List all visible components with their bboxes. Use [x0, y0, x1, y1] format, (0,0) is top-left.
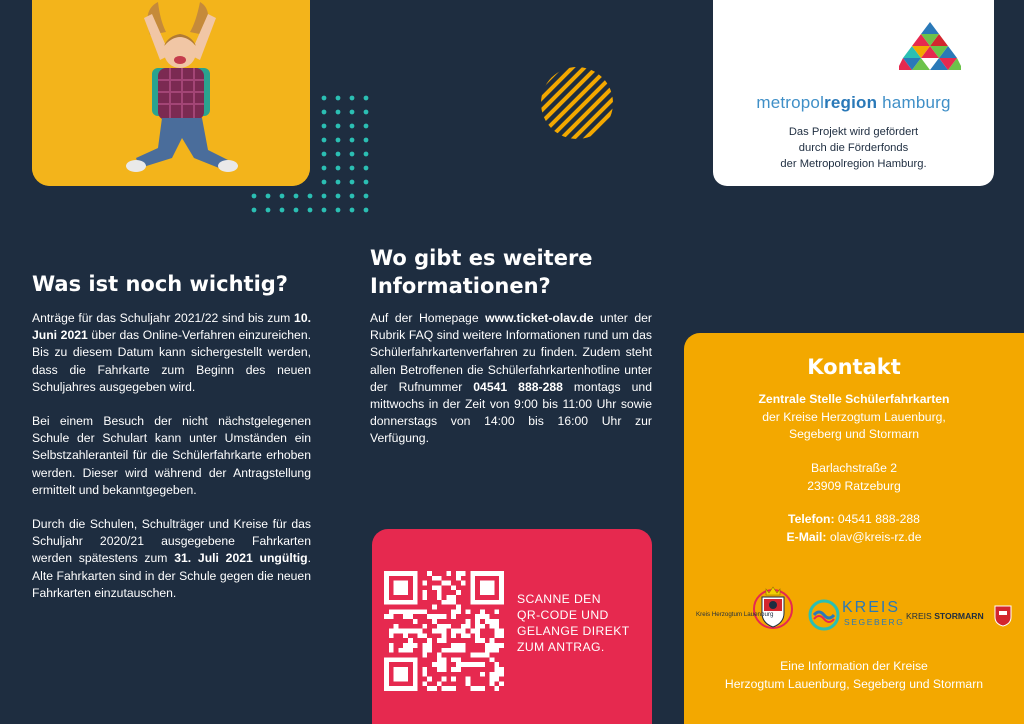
left-column-text — [32, 310, 311, 619]
paragraph-deadline: Anträge für das Schuljahr 2021/22 sind bis zum 10. Juni 2021 über das Online-Verfahren einzureichen. Bis zu diesem Datum kann sichergestellt werden, dass die Fahrkarte zum Beginn des neuen Schuljahres ausgegeben wird. — [32, 311, 311, 394]
homepage-link[interactable]: www.ticket-olav.de — [485, 311, 594, 325]
middle-column-text — [370, 310, 652, 465]
decorative-dot-grid — [248, 92, 378, 222]
paragraph-selbstzahler: Bei einem Besuch der nicht nächstgelegenen Schule der Schulart kann unter Umständen ein Selbstzahleranteil für die Schülerfahrkarte erhoben werden. Dieser wird während der Antragstellung ermittelt und bekanntgegeben. — [32, 414, 311, 497]
logo-kreis-herzogtum-lauenburg — [696, 583, 791, 638]
metropolregion-wordmark: metropolregion hamburg — [756, 93, 951, 112]
metropolregion-logo-icon — [899, 20, 961, 82]
segeberg-logo-text-bottom: SEGEBERG — [844, 617, 905, 627]
metropolregion-description: Das Projekt wird gefördert durch die Förderfonds der Metropolregion Hamburg. — [780, 126, 927, 170]
segeberg-wave-icon — [808, 599, 840, 631]
decorative-striped-circle — [540, 66, 614, 140]
kontakt-title: Kontakt — [807, 355, 901, 379]
kontakt-phone: 04541 888-288 — [834, 512, 920, 526]
lauenburg-crest-icon — [752, 583, 794, 631]
qr-call-to-action: SCANNE DEN QR-CODE UND GELANGE DIREKT ZUM ANTRAG. — [517, 592, 630, 654]
metropolregion-card — [713, 0, 994, 186]
hotline-number: 04541 888-288 — [473, 379, 563, 394]
stormarn-logo-text: KREIS STORMARN — [906, 611, 984, 621]
logo-kreis-segeberg — [804, 595, 904, 635]
lauenburg-logo-text: Kreis Herzogtum Lauenburg — [696, 611, 774, 618]
paragraph-old-tickets: Durch die Schulen, Schulträger und Kreise für das Schuljahr 2020/21 ausgegebene Fahrkarten werden spätestens zum 31. Juli 2021 ungültig. Alte Fahrkarten sind in der Schule gegen die neuen Fahrkarten einzutauschen. — [32, 517, 311, 600]
kontakt-organisation: Zentrale Stelle Schülerfahrkarten der Kreise Herzogtum Lauenburg, Segeberg und Stormarn — [758, 392, 950, 441]
heading-was-ist-noch-wichtig: Was ist noch wichtig? — [32, 272, 288, 296]
paragraph-info: Auf der Homepage www.ticket-olav.de unter der Rubrik FAQ sind weitere Informationen rund um das Schülerfahrkartenverfahren zu finden. Zudem steht allen Betroffenen die Schülerfahrkartenhotline unter der Rufnummer 04541 888-288 montags und mittwochs in der Zeit von 9:00 bis 11:00 Uhr sowie donnerstags von 14:00 bis 16:00 Uhr zur Verfügung. — [370, 311, 652, 446]
kontakt-panel — [684, 333, 1024, 724]
kontakt-footer: Eine Information der Kreise Herzogtum Lauenburg, Segeberg und Stormarn — [724, 659, 984, 691]
stormarn-crest-icon — [994, 605, 1012, 627]
logo-kreis-stormarn — [906, 605, 1014, 629]
kontakt-address: Barlachstraße 2 23909 Ratzeburg — [807, 461, 901, 493]
kontakt-phone-email: Telefon: 04541 888-288 E-Mail: olav@kreis-rz.de — [786, 512, 922, 544]
heading-weitere-informationen: Wo gibt es weitere Informationen? — [370, 246, 593, 298]
qr-code[interactable] — [384, 571, 504, 691]
segeberg-logo-text-top: KREIS — [842, 599, 901, 616]
kontakt-email-link[interactable]: olav@kreis-rz.de — [826, 529, 922, 544]
